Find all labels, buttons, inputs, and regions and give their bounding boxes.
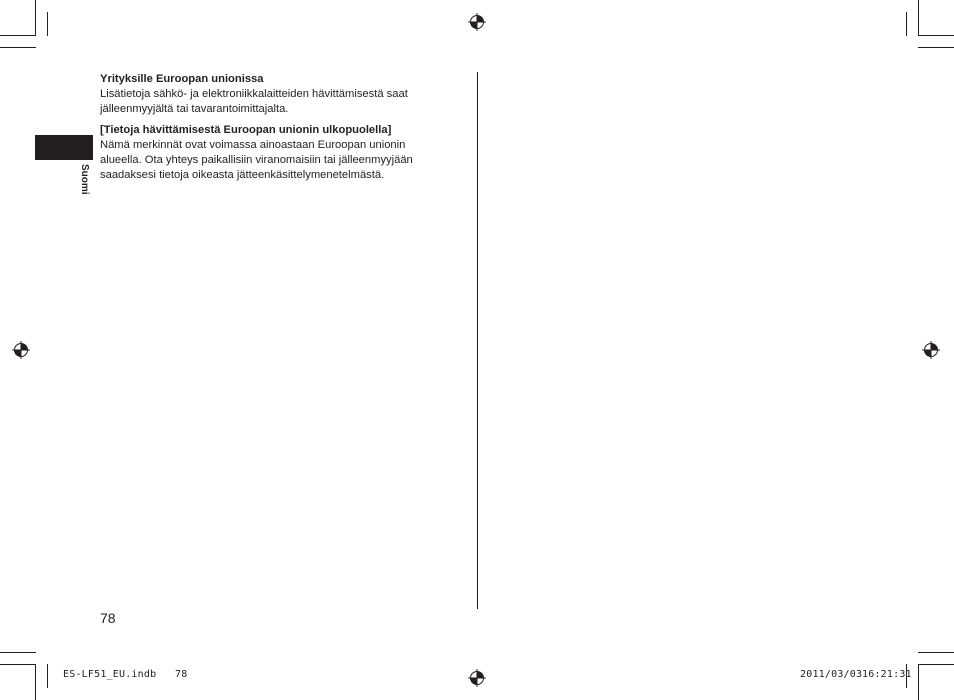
page-number: 78 <box>100 610 116 626</box>
crop-mark <box>0 664 36 665</box>
crop-mark <box>918 0 919 36</box>
section-eu-business <box>100 72 445 118</box>
section-body: Nämä merkinnät ovat voimassa ainoastaan Euroopan unionin alueella. Ota yhteys paikallisiin viranomaisiin tai jälleenmyyjään saadaksesi tietoja oikeasta jätteenkäsittelymenetelmästä. <box>100 138 413 182</box>
crop-mark <box>47 12 48 36</box>
registration-mark-icon <box>468 13 486 31</box>
section-outside-eu <box>100 123 445 184</box>
crop-mark <box>918 664 919 700</box>
print-slug-date: 2011/03/03 <box>800 669 863 680</box>
crop-mark <box>0 35 36 36</box>
section-heading: [Tietoja hävittämisestä Euroopan unionin ulkopuolella] <box>100 123 392 136</box>
registration-mark-icon <box>922 341 940 359</box>
crop-mark <box>918 35 954 36</box>
column-divider <box>477 72 478 609</box>
crop-mark <box>918 47 954 48</box>
registration-mark-icon <box>468 669 486 687</box>
crop-mark <box>35 664 36 700</box>
language-tab-label: Suomi <box>79 164 90 195</box>
crop-mark <box>0 47 36 48</box>
crop-mark <box>0 652 36 653</box>
crop-mark <box>47 664 48 688</box>
crop-mark <box>906 12 907 36</box>
registration-mark-icon <box>12 341 30 359</box>
crop-mark <box>918 664 954 665</box>
language-tab-block <box>35 135 93 160</box>
print-slug-time: 16:21:31 <box>862 669 912 680</box>
text-column <box>100 72 445 188</box>
section-heading: Yrityksille Euroopan unionissa <box>100 73 264 85</box>
print-slug-file: ES-LF51_EU.indb 78 <box>63 669 188 680</box>
crop-mark <box>35 0 36 36</box>
crop-mark <box>918 652 954 653</box>
section-body: Lisätietoja sähkö- ja elektroniikkalaitteiden hävittämisestä saat jälleenmyyjältä tai tavarantoimittajalta. <box>100 88 408 116</box>
